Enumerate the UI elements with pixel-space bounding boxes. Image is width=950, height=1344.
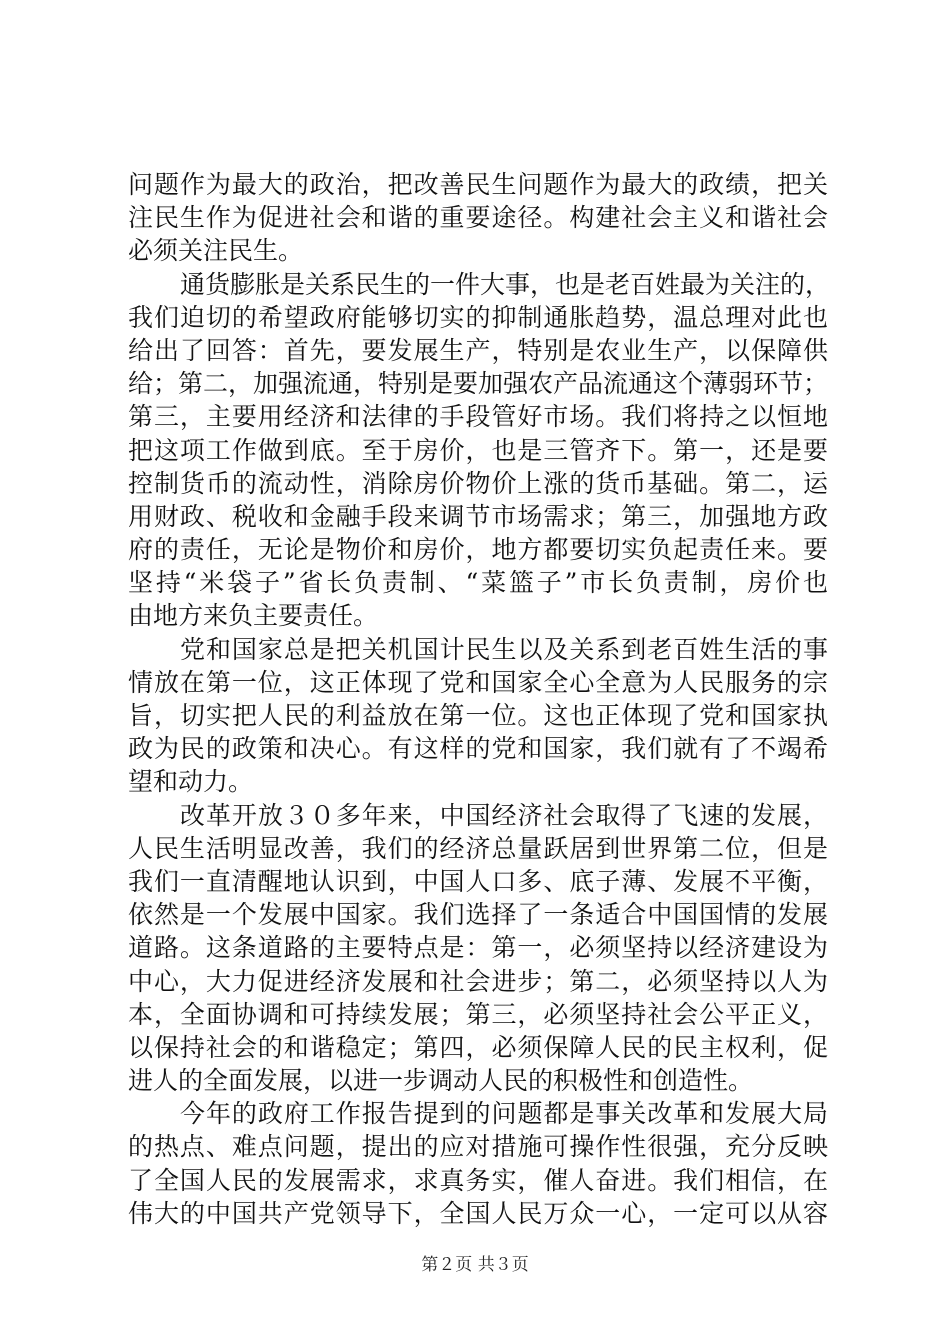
text-line: 今年的政府工作报告提到的问题都是事关改革和发展大局 bbox=[180, 1099, 828, 1129]
text-line: 了全国人民的发展需求，求真务实，催人奋进。我们相信，在 bbox=[128, 1165, 828, 1195]
text-line: 情放在第一位，这正体现了党和国家全心全意为人民服务的宗 bbox=[128, 667, 828, 697]
text-line: 把这项工作做到底。至于房价，也是三管齐下。第一，还是要 bbox=[128, 435, 828, 465]
text-line: 中心，大力促进经济发展和社会进步；第二，必须坚持以人为 bbox=[128, 966, 828, 996]
text-line: 用财政、税收和金融手段来调节市场需求；第三，加强地方政 bbox=[128, 501, 828, 531]
text-line: 给出了回答：首先，要发展生产，特别是农业生产，以保障供 bbox=[128, 335, 828, 365]
text-line: 本，全面协调和可持续发展；第三，必须坚持社会公平正义， bbox=[128, 999, 828, 1029]
text-line: 给；第二，加强流通，特别是要加强农产品流通这个薄弱环节； bbox=[128, 369, 829, 399]
text-line: 的热点、难点问题，提出的应对措施可操作性很强，充分反映 bbox=[128, 1132, 828, 1162]
text-line: 进人的全面发展，以进一步调动人民的积极性和创造性。 bbox=[128, 1066, 754, 1096]
text-line: 旨，切实把人民的利益放在第一位。这也正体现了党和国家执 bbox=[128, 701, 828, 730]
text-line: 通货膨胀是关系民生的一件大事，也是老百姓最为关注的， bbox=[180, 269, 831, 299]
text-line: 党和国家总是把关机国计民生以及关系到老百姓生活的事 bbox=[180, 634, 828, 664]
text-line: 政为民的政策和决心。有这样的党和国家，我们就有了不竭希 bbox=[128, 734, 828, 764]
text-line: 府的责任，无论是物价和房价，地方都要切实负起责任来。要 bbox=[128, 535, 828, 565]
text-line: 改革开放３０多年来，中国经济社会取得了飞速的发展， bbox=[180, 800, 828, 830]
text-line: 以保持社会的和谐稳定；第四，必须保障人民的民主权利，促 bbox=[128, 1032, 828, 1062]
page-footer: 第２页 共３页 bbox=[421, 1255, 529, 1275]
text-line: 伟大的中国共产党领导下，全国人民万众一心，一定可以从容 bbox=[128, 1198, 828, 1228]
text-line: 必须关注民生。 bbox=[128, 236, 304, 266]
text-line: 依然是一个发展中国家。我们选择了一条适合中国国情的发展 bbox=[128, 900, 828, 930]
text-line: 控制货币的流动性，消除房价物价上涨的货币基础。第二，运 bbox=[128, 468, 828, 498]
text-line: 坚持“米袋子”省长负责制、“菜篮子”市长负责制，房价也 bbox=[128, 568, 828, 598]
text-line: 人民生活明显改善，我们的经济总量跃居到世界第二位，但是 bbox=[128, 833, 828, 863]
body-text bbox=[128, 168, 831, 1230]
text-line: 由地方来负主要责任。 bbox=[128, 601, 379, 631]
text-line: 道路。这条道路的主要特点是：第一，必须坚持以经济建设为 bbox=[128, 933, 828, 963]
text-line: 注民生作为促进社会和谐的重要途径。构建社会主义和谐社会 bbox=[128, 203, 828, 233]
text-line: 望和动力。 bbox=[128, 767, 254, 797]
text-line: 我们迫切的希望政府能够切实的抑制通胀趋势，温总理对此也 bbox=[128, 302, 828, 332]
text-line: 第三，主要用经济和法律的手段管好市场。我们将持之以恒地 bbox=[128, 402, 828, 432]
text-line: 我们一直清醒地认识到，中国人口多、底子薄、发展不平衡， bbox=[128, 866, 828, 896]
text-line: 问题作为最大的政治，把改善民生问题作为最大的政绩，把关 bbox=[128, 170, 828, 199]
